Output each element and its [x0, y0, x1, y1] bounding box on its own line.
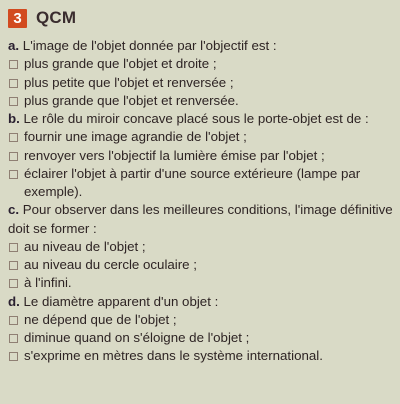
option-c-3[interactable]: [8, 274, 394, 292]
checkbox-icon[interactable]: [9, 152, 18, 161]
checkbox-icon[interactable]: [9, 243, 18, 252]
option-label: diminue quand on s'éloigne de l'objet ;: [24, 330, 250, 345]
question-b: [8, 110, 394, 128]
checkbox-icon[interactable]: [9, 133, 18, 142]
option-a-2[interactable]: [8, 74, 394, 92]
question-c: [8, 201, 394, 238]
checkbox-icon[interactable]: [9, 170, 18, 179]
checkbox-icon[interactable]: [9, 352, 18, 361]
option-d-1[interactable]: [8, 311, 394, 329]
option-label: renvoyer vers l'objectif la lumière émise par l'objet ;: [24, 147, 325, 163]
question-d: [8, 293, 394, 311]
option-label: plus grande que l'objet et droite ;: [24, 56, 217, 72]
checkbox-icon[interactable]: [9, 316, 18, 325]
question-letter: a.: [8, 38, 20, 53]
question-a: [8, 37, 394, 55]
question-letter: b.: [8, 111, 20, 126]
option-label: ne dépend que de l'objet ;: [24, 311, 177, 327]
option-label: plus grande que l'objet et renversée.: [24, 92, 239, 108]
option-a-3[interactable]: [8, 92, 394, 110]
checkbox-icon[interactable]: [9, 79, 18, 88]
option-b-2[interactable]: [8, 147, 394, 165]
option-c-1[interactable]: [8, 238, 394, 256]
option-label: éclairer l'objet à partir d'une source extérieure (lampe par exemple).: [24, 165, 361, 199]
checkbox-icon[interactable]: [9, 60, 18, 69]
question-text: L'image de l'objet donnée par l'objectif est :: [22, 38, 277, 53]
checkbox-icon[interactable]: [9, 97, 18, 106]
checkbox-icon[interactable]: [9, 261, 18, 270]
option-label: à l'infini.: [24, 275, 72, 291]
exercise-header: [8, 7, 76, 29]
option-d-2[interactable]: [8, 329, 394, 347]
exercise-title: QCM: [36, 8, 77, 27]
exercise-number-badge: 3: [8, 9, 27, 28]
question-text: Le rôle du miroir concave placé sous le porte-objet est de :: [23, 111, 369, 126]
question-list: [8, 37, 394, 366]
option-label: au niveau de l'objet ;: [24, 238, 146, 254]
checkbox-icon[interactable]: [9, 334, 18, 343]
question-letter: c.: [8, 202, 20, 218]
checkbox-icon[interactable]: [9, 279, 18, 288]
option-label: au niveau du cercle oculaire ;: [24, 257, 197, 272]
question-text: Le diamètre apparent d'un objet :: [23, 293, 219, 309]
option-d-3[interactable]: [8, 347, 394, 365]
option-b-1[interactable]: [8, 128, 394, 146]
option-b-3[interactable]: [8, 165, 394, 202]
question-letter: d.: [8, 293, 20, 309]
option-label: plus petite que l'objet et renversée ;: [24, 74, 234, 90]
option-label: s'exprime en mètres dans le système international.: [24, 348, 323, 364]
question-text: Pour observer dans les meilleures conditions, l'image définitive doit se former :: [8, 202, 393, 236]
option-a-1[interactable]: [8, 55, 394, 73]
option-label: fournir une image agrandie de l'objet ;: [24, 129, 247, 145]
option-c-2[interactable]: [8, 256, 394, 274]
